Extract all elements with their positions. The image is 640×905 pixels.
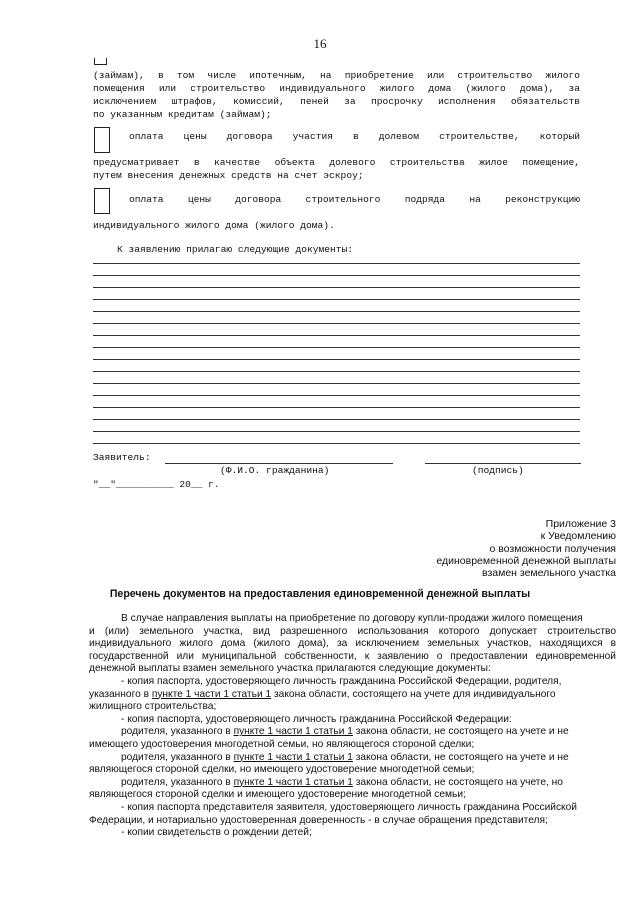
text-span: родителя, указанного в	[121, 776, 234, 788]
text-span: закона области, состоящего на учете для индивидуального	[271, 688, 556, 700]
page-number: 16	[313, 36, 327, 51]
attachments-intro: К заявлению прилагаю следующие документы:	[117, 244, 354, 255]
intro-line: В случае направления выплаты на приобретение по договору купли-продажи жилого помещения	[121, 613, 583, 624]
blank-line[interactable]	[93, 263, 580, 264]
item-passport-parent-cont	[89, 689, 616, 702]
sub-item-parent-2	[89, 752, 616, 765]
blank-line[interactable]	[93, 275, 580, 276]
list-title: Перечень документов на предоставления единовременной денежной выплаты	[109, 588, 531, 600]
intro-line: индивидуального жилого дома (жилого дома), за исключением земельных участков, находящихся в	[89, 638, 616, 650]
fio-caption: (Ф.И.О. гражданина)	[220, 465, 330, 476]
blank-line[interactable]	[93, 431, 580, 432]
equity-participation-checkbox[interactable]	[94, 127, 110, 153]
blank-line[interactable]	[93, 311, 580, 312]
text-line: имеющего удостоверения многодетной семьи, но являющегося стороной сделки;	[89, 738, 475, 750]
intro-line: денежной выплаты взамен земельного участка прилагаются следующие документы:	[89, 663, 491, 675]
blank-line[interactable]	[93, 395, 580, 396]
date-line[interactable]: "__"__________ 20__ г.	[93, 479, 220, 490]
blank-line[interactable]	[93, 299, 580, 300]
law-reference-link[interactable]: пункте 1 части 1 статьи 1	[233, 726, 353, 738]
text-line: исключением штрафов, комиссий, пеней за просрочку исполнения обязательств	[93, 96, 580, 107]
signature-caption: (подпись)	[472, 465, 524, 476]
blank-line[interactable]	[93, 443, 580, 444]
text-line: жилищного строительства;	[89, 701, 217, 713]
blank-line[interactable]	[93, 419, 580, 420]
blank-line[interactable]	[93, 383, 580, 384]
blank-line[interactable]	[93, 347, 580, 348]
item-birth-certificates: - копии свидетельств о рождении детей;	[121, 827, 312, 839]
law-reference-link[interactable]: пункте 1 части 1 статьи 1	[151, 688, 272, 700]
text-span: закона области, не состоящего на учете, но	[352, 776, 563, 788]
text-line: предусматривает в качестве объекта долевого строительства жилое помещение,	[93, 157, 580, 168]
text-span: родителя, указанного в	[121, 726, 234, 738]
item-representative: - копия паспорта представителя заявителя, удостоверяющего личность гражданина Российской	[121, 801, 577, 813]
appendix-line: Приложение 3	[545, 518, 616, 530]
appendix-line: взамен земельного участка	[481, 567, 616, 580]
equity-option-continuation	[93, 156, 580, 182]
checkbox-top-fragment[interactable]	[94, 58, 107, 65]
text-line: путем внесения денежных средств на счет эскроу;	[93, 170, 364, 181]
intro-line: государственной или муниципальной собственности, к заявлению о предоставлении единовременной	[89, 650, 616, 662]
item-passport-citizen: - копия паспорта, удостоверяющего личность гражданина Российской Федерации:	[121, 713, 512, 725]
intro-line: и (или) земельного участка, вид разрешенного использования которого допускает строительство	[89, 625, 616, 637]
sub-item-parent-3	[89, 777, 616, 790]
construction-contract-checkbox[interactable]	[94, 188, 110, 214]
appendix-line: к Уведомлению	[540, 530, 616, 543]
applicant-label: Заявитель:	[93, 452, 151, 463]
construction-option-line2: индивидуального жилого дома (жилого дома).	[93, 220, 335, 231]
law-reference-link[interactable]: пункте 1 части 1 статьи 1	[233, 751, 353, 763]
blank-line[interactable]	[93, 407, 580, 408]
text-line: по указанным кредитам (займам);	[93, 109, 272, 120]
blank-line[interactable]	[93, 371, 580, 372]
sub-item-parent-1	[89, 726, 616, 739]
appendix-line: единовременной денежной выплаты	[436, 554, 616, 567]
item-passport-parent: - копия паспорта, удостоверяющего личность гражданина Российской Федерации, родителя,	[121, 675, 562, 687]
blank-line[interactable]	[93, 287, 580, 288]
documents-list-body	[89, 613, 616, 840]
blank-line[interactable]	[93, 323, 580, 324]
text-line: помещения или строительство индивидуального жилого дома (жилого дома), за	[93, 83, 580, 94]
appendix-header	[330, 518, 616, 579]
text-span: закона области, не состоящего на учете и не	[352, 751, 569, 763]
text-line: являющегося стороной сделки, но имеющего удостоверение многодетной семьи;	[89, 764, 475, 776]
equity-option-line1: оплата цены договора участия в долевом строительстве, который	[129, 131, 580, 142]
text-line: являющегося стороной сделки и имеющего удостоверение многодетной семьи;	[89, 789, 466, 801]
appendix-line: о возможности получения	[489, 542, 616, 555]
text-line: (займам), в том числе ипотечным, на приобретение или строительство жилого	[93, 70, 580, 81]
text-span: указанного в	[89, 688, 152, 700]
blank-line[interactable]	[93, 335, 580, 336]
construction-option-line1: оплата цены договора строительного подряда на реконструкцию	[129, 194, 580, 205]
blank-line[interactable]	[93, 359, 580, 360]
text-span: закона области, не состоящего на учете и не	[352, 726, 569, 738]
law-reference-link[interactable]: пункте 1 части 1 статьи 1	[233, 776, 353, 788]
text-span: родителя, указанного в	[121, 751, 234, 763]
loan-paragraph	[93, 69, 580, 121]
text-line: Федерации, и нотариально удостоверенная доверенность - в случае обращения представителя;	[89, 814, 548, 826]
